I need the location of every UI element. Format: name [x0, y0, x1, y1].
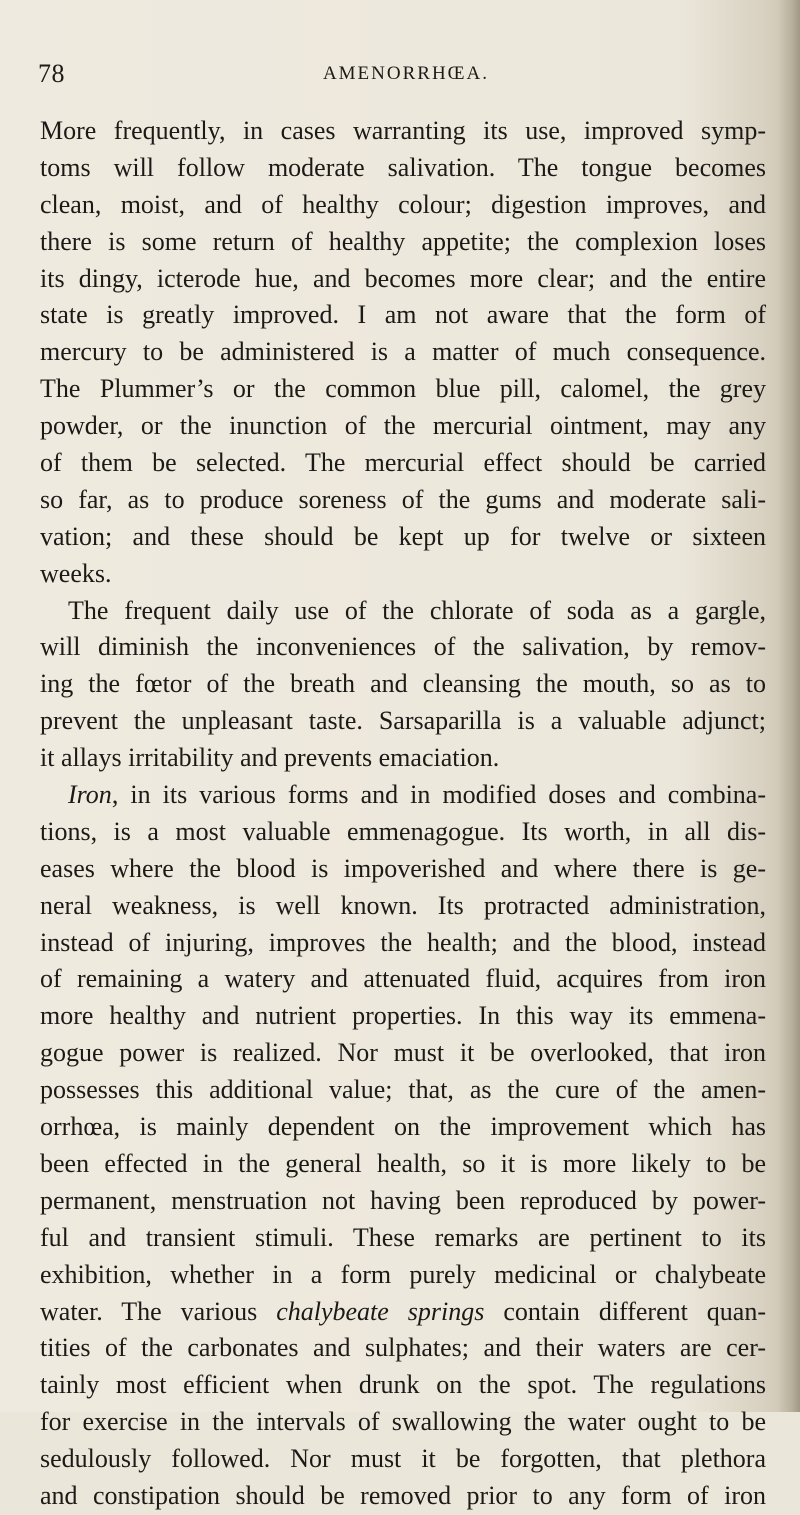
text-line: more healthy and nutrient properties. In this way its emmena- — [40, 1001, 766, 1031]
text-line: More frequently, in cases warranting its use, improved symp- — [40, 116, 766, 145]
text-line: ful and transient stimuli. These remarks are pertinent to its — [40, 1222, 766, 1252]
text-line: possesses this additional value; that, as the cure of the amen- — [40, 1075, 766, 1105]
text-line: permanent, menstruation not having been reproduced by power- — [40, 1185, 766, 1215]
text-line: neral weakness, is well known. Its protracted administration, — [40, 890, 766, 920]
text-line: prevent the unpleasant taste. Sarsaparilla is a valuable adjunct; — [40, 706, 766, 736]
text-line: for exercise in the intervals of swallowing the water ought to be — [40, 1407, 766, 1437]
page-edge-shadow — [778, 0, 800, 1412]
text-line: Iron, in its various forms and in modified doses and combina- — [68, 780, 766, 810]
text-line: The frequent daily use of the chlorate of soda as a gargle, — [68, 595, 766, 625]
text-line: exhibition, whether in a form purely medicinal or chalybeate — [40, 1259, 766, 1289]
text-line: tainly most efficient when drunk on the spot. The regulations — [40, 1370, 766, 1400]
text-line: there is some return of healthy appetite; the complexion loses — [40, 226, 766, 256]
text-line: powder, or the inunction of the mercurial ointment, may any — [40, 411, 766, 441]
page-number: 78 — [38, 59, 65, 88]
running-head: AMENORRHŒA. — [322, 63, 490, 84]
text-line: so far, as to produce soreness of the gums and moderate sali- — [40, 484, 766, 514]
text-line: it allays irritability and prevents emaciation. — [40, 743, 500, 773]
text-line: been effected in the general health, so it is more likely to be — [40, 1148, 766, 1178]
page-header — [38, 59, 766, 93]
text-line: of remaining a watery and attenuated fluid, acquires from iron — [40, 964, 766, 994]
text-line: of them be selected. The mercurial effect should be carried — [40, 448, 766, 478]
text-line: its dingy, icterode hue, and becomes more clear; and the entire — [40, 263, 766, 293]
italic-term: chalybeate springs — [276, 1296, 485, 1326]
text-line: ing the fœtor of the breath and cleansing the mouth, so as to — [40, 669, 766, 699]
text-line: will diminish the inconveniences of the salivation, by remov- — [40, 632, 766, 662]
text-line: mercury to be administered is a matter of much consequence. — [40, 337, 766, 367]
text-line: gogue power is realized. Nor must it be overlooked, that iron — [40, 1038, 766, 1068]
text-line: tions, is a most valuable emmenagogue. Its worth, in all dis- — [40, 816, 766, 846]
text-line: sedulously followed. Nor must it be forgotten, that plethora — [40, 1444, 766, 1474]
text-line: tities of the carbonates and sulphates; and their waters are cer- — [40, 1333, 766, 1363]
text-line: water. The various chalybeate springs contain different quan- — [40, 1296, 767, 1326]
italic-term: Iron — [68, 780, 112, 810]
text-line: state is greatly improved. I am not aware that the form of — [40, 300, 766, 330]
text-line: The Plummer’s or the common blue pill, calomel, the grey — [40, 374, 766, 404]
text-line: instead of injuring, improves the health; and the blood, instead — [40, 927, 766, 957]
text-line: weeks. — [40, 558, 112, 588]
text-line: and constipation should be removed prior to any form of iron — [40, 1480, 766, 1510]
text-line: toms will follow moderate salivation. The tongue becomes — [40, 152, 766, 182]
text-line: eases where the blood is impoverished and where there is ge- — [40, 853, 766, 883]
body-text — [40, 113, 766, 1515]
text-line: vation; and these should be kept up for twelve or sixteen — [40, 521, 766, 551]
text-line: orrhœa, is mainly dependent on the improvement which has — [40, 1112, 766, 1142]
text-line: clean, moist, and of healthy colour; digestion improves, and — [40, 189, 766, 219]
